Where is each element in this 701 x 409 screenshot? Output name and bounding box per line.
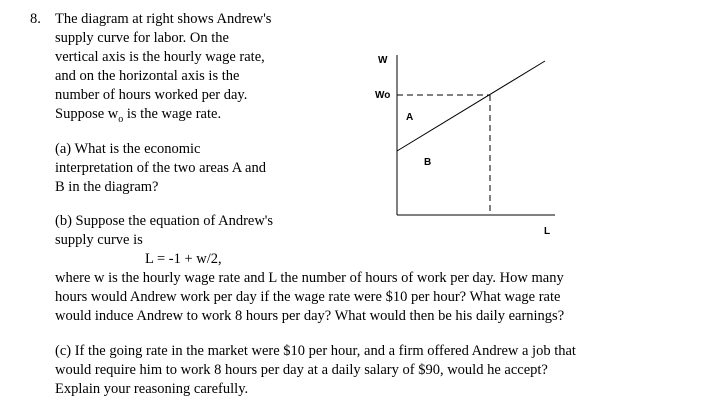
part-b-line: supply curve is — [55, 232, 143, 248]
equation: L = -1 + w/2, — [145, 251, 222, 267]
supply-curve — [397, 61, 545, 151]
intro-line: vertical axis is the hourly wage rate, — [55, 49, 265, 65]
part-c-line: Explain your reasoning carefully. — [55, 381, 249, 397]
part-a-line: (a) What is the economic — [55, 141, 201, 157]
part-c-line: would require him to work 8 hours per day at a daily salary of $90, would he accept? — [55, 362, 548, 378]
part-a-line: interpretation of the two areas A and — [55, 160, 266, 176]
intro-line: number of hours worked per day. — [55, 87, 248, 103]
area-b-label: B — [424, 157, 432, 168]
y-axis-label: W — [378, 55, 388, 66]
area-a-label: A — [406, 112, 414, 123]
part-a-line: B in the diagram? — [55, 179, 159, 195]
part-b-line: would induce Andrew to work 8 hours per day? What would then be his daily earnings? — [55, 308, 565, 324]
subscript: o — [118, 113, 124, 125]
x-axis-label: L — [544, 226, 551, 237]
part-b-line: hours would Andrew work per day if the wage rate were $10 per hour? What wage rate — [55, 289, 561, 305]
intro-line: supply curve for labor. On the — [55, 30, 229, 46]
text: is the wage rate. — [123, 106, 222, 122]
wage-label: Wo — [375, 90, 391, 101]
part-b-line: where w is the hourly wage rate and L the number of hours of work per day. How many — [55, 270, 564, 286]
part-c-line: (c) If the going rate in the market were $10 per hour, and a firm offered Andrew a job that — [55, 343, 576, 359]
intro-line: The diagram at right shows Andrew's — [55, 11, 272, 27]
text: Suppose w — [55, 106, 119, 122]
question-number: 8. — [30, 11, 41, 27]
intro-line: and on the horizontal axis is the — [55, 68, 240, 84]
part-b-line: (b) Suppose the equation of Andrew's — [55, 213, 274, 229]
